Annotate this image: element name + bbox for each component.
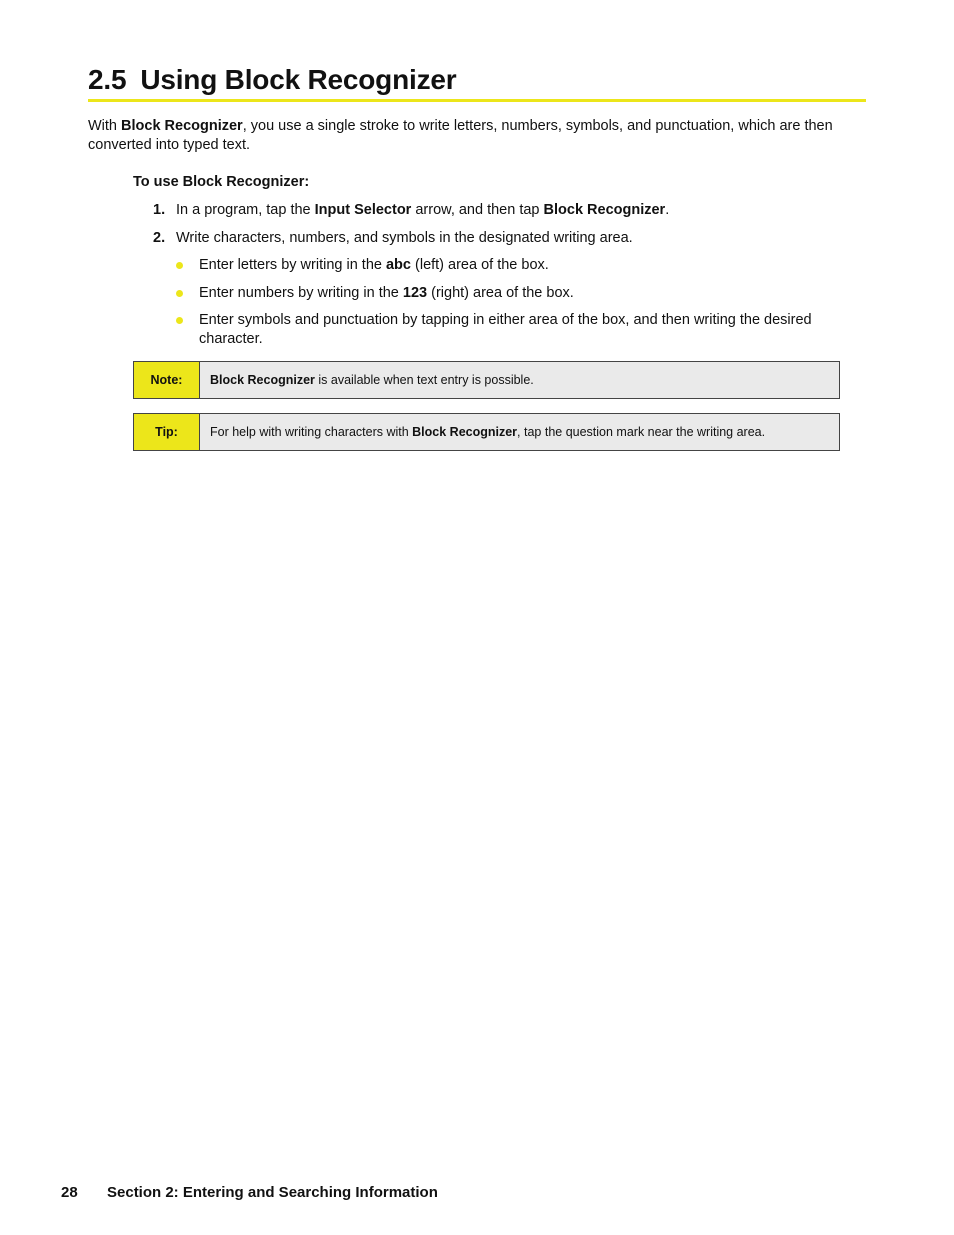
intro-paragraph: With Block Recognizer, you use a single stroke to write letters, numbers, symbols, and punctuation, which are then converted into typed text. [88,118,833,153]
step-text: In a program, tap the Input Selector arrow, and then tap Block Recognizer. [176,202,670,218]
section-number: 2.5 [88,64,127,95]
page-footer [61,1184,438,1201]
bullet-dot-icon [176,262,183,269]
step-number: 1. [153,202,166,218]
page-number: 28 [61,1184,78,1201]
tip-box [133,413,840,451]
bullet-text: Enter letters by writing in the abc (left) area of the box. [199,257,549,273]
bullet-text: Enter numbers by writing in the 123 (right) area of the box. [199,285,574,301]
section-title: Using Block Recognizer [140,64,457,95]
procedure-title: To use Block Recognizer: [133,174,310,190]
tip-label: Tip: [134,414,200,450]
bullet-text: Enter symbols and punctuation by tapping in either area of the box, and then writing the desired character. [199,312,812,347]
tip-text: For help with writing characters with Block Recognizer, tap the question mark near the writing area. [210,425,766,439]
step-number: 2. [153,230,166,246]
page-title [88,64,456,96]
note-label: Note: [134,362,200,398]
section-heading [88,62,866,102]
bullet-dot-icon [176,317,183,324]
step-text: Write characters, numbers, and symbols in the designated writing area. [176,230,633,246]
note-text: Block Recognizer is available when text entry is possible. [210,373,534,387]
bullet-dot-icon [176,290,183,297]
footer-section-title: Section 2: Entering and Searching Information [107,1184,438,1201]
note-box [133,361,840,399]
